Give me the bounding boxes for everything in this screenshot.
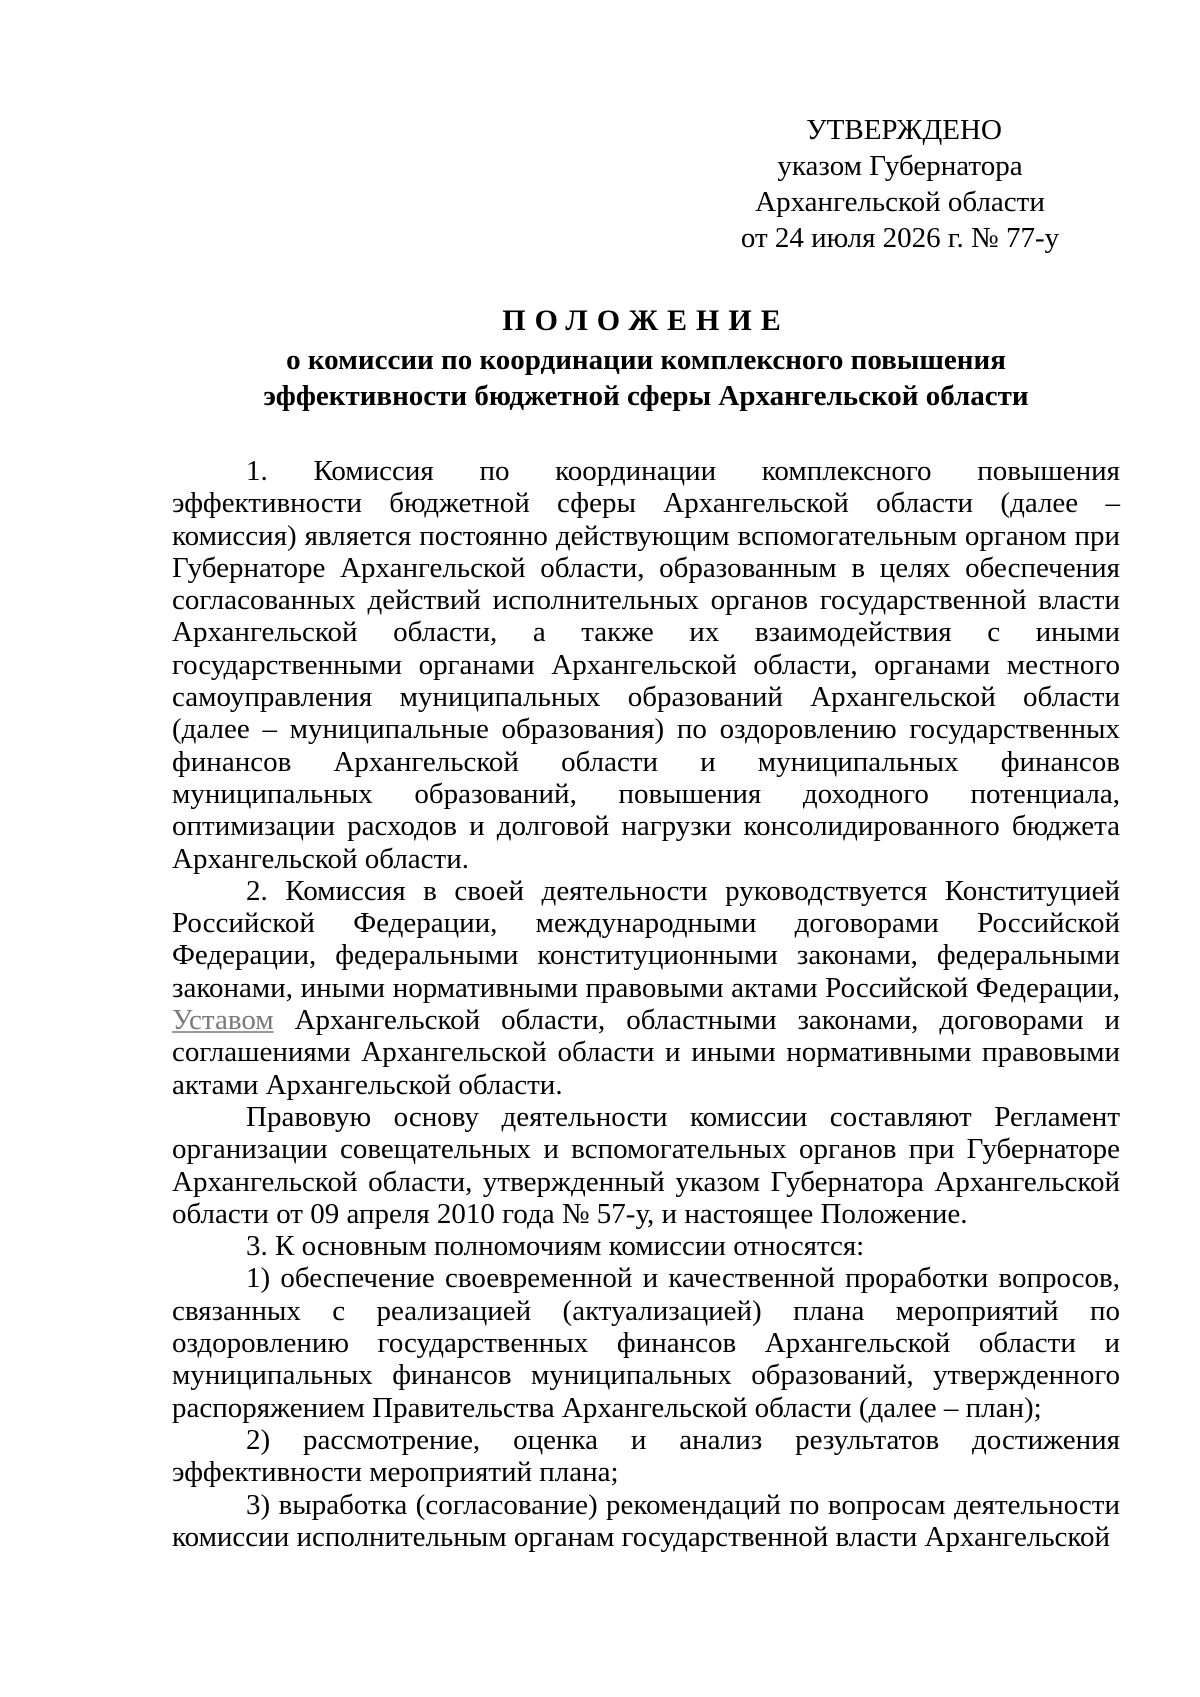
paragraph-2 (172, 875, 1120, 1101)
charter-link[interactable]: Уставом (172, 1004, 274, 1037)
document-subtitle-line-1: о комиссии по координации комплексного повышения (286, 344, 1006, 376)
paragraph-legal-basis: Правовую основу деятельности комиссии составляют Регламент организации совещательных и вспомогательных органов при Губернаторе Архангельской области, утвержденный указом Губернатора Архангельской области от 09 апреля 2010 года № 57-у, и настоящее Положение. (172, 1100, 1120, 1230)
approval-date-number: от 24 июля 2026 г. № 77-у (740, 222, 1060, 254)
paragraph-2-text-end: Архангельской области, областными законами, договорами и соглашениями Архангельской области и иными нормативными правовыми актами Архангельской области. (172, 1004, 1120, 1101)
approval-status: УТВЕРЖДЕНО (806, 114, 1002, 146)
paragraph-2-text-start: 2. Комиссия в своей деятельности руководствуется Конституцией Российской Федерации, международными договорами Российской Федерации, федеральными конституционными законами, федеральными законами, иными нормативными правовыми актами Российской Федерации, (172, 874, 1120, 1004)
document-subtitle-line-2: эффективности бюджетной сферы Архангельской области (263, 380, 1029, 412)
approval-region: Архангельской области (755, 186, 1045, 218)
approval-decree: указом Губернатора (777, 150, 1023, 182)
approval-stamp-block (690, 112, 1110, 256)
document-body (172, 455, 1120, 1553)
paragraph-3-item-2: 2) рассмотрение, оценка и анализ результатов достижения эффективности мероприятий плана; (172, 1423, 1120, 1489)
paragraph-3-item-1: 1) обеспечение своевременной и качественной проработки вопросов, связанных с реализацией (актуализацией) плана мероприятий по оздоровлению государственных финансов Архангельской области и муниципальных финансов муниципальных образований, утвержденного распоряжением Правительства Архангельской области (далее – план); (172, 1262, 1120, 1424)
document-subtitle (172, 342, 1120, 414)
paragraph-1: 1. Комиссия по координации комплексного повышения эффективности бюджетной сферы Архангельской области (далее – комиссия) является постоянно действующим вспомогательным органом при Губернаторе Архангельской области, образованным в целях обеспечения согласованных действий исполнительных органов государственной власти Архангельской области, а также их взаимодействия с иными государственными органами Архангельской области, органами местного самоуправления муниципальных образований Архангельской области (далее – муниципальные образования) по оздоровлению государственных финансов Архангельской области и муниципальных финансов муниципальных образований, повышения доходного потенциала, оптимизации расходов и долговой нагрузки консолидированного бюджета Архангельской области. (172, 455, 1120, 875)
document-title: ПОЛОЖЕНИЕ (502, 304, 790, 337)
paragraph-3-item-3: 3) выработка (согласование) рекомендаций по вопросам деятельности комиссии исполнительным органам государственной власти Архангельской (172, 1488, 1120, 1553)
paragraph-3: 3. К основным полномочиям комиссии относятся: (246, 1230, 865, 1263)
document-title-block (172, 302, 1120, 414)
